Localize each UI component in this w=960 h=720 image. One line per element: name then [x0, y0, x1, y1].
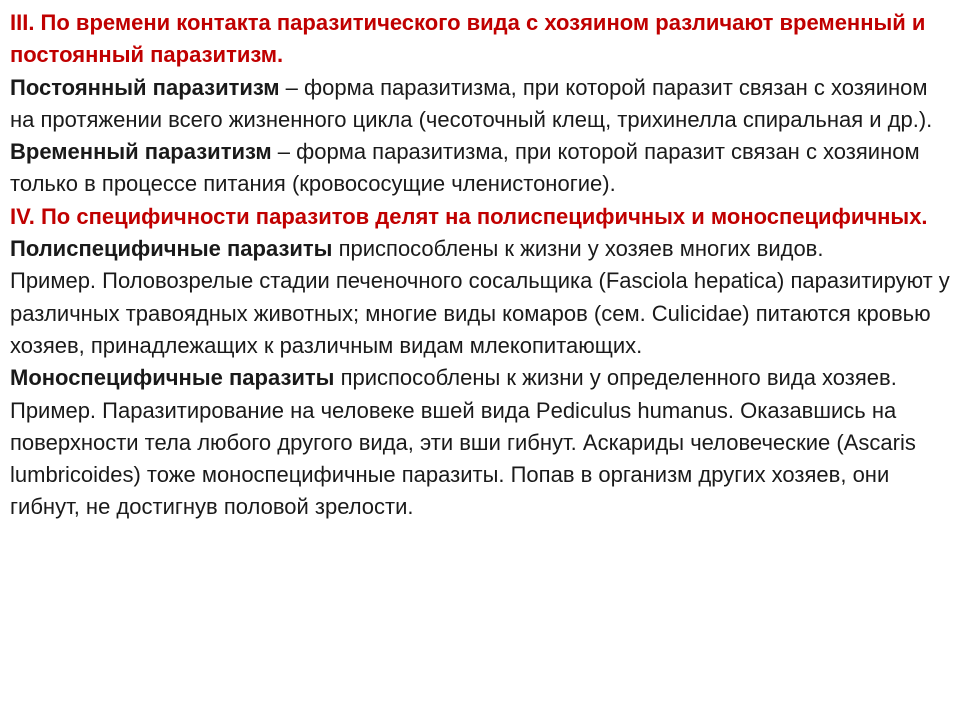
paragraph-temporary-parasitism	[10, 136, 955, 201]
example-monospecific: Пример. Паразитирование на человеке вшей вида Pediculus humanus. Оказавшись на поверхности тела любого другого вида, эти вши гибнут. Аскариды человеческие (Ascaris lumbricoides) тоже моноспецифичные паразиты. Попав в организм других хозяев, они	[10, 397, 916, 488]
term-polyspecific: Полиспецифичные паразиты	[10, 236, 333, 262]
slide-content	[10, 7, 955, 524]
paragraph-permanent-parasitism	[10, 72, 955, 137]
term-temporary-parasitism: Временный паразитизм	[10, 139, 272, 165]
paragraph-monospecific	[10, 362, 955, 394]
example-monospecific-ending: гибнут, не достигнув половой зрелости.	[10, 494, 414, 520]
term-monospecific: Моноспецифичные паразиты	[10, 365, 335, 391]
definition-polyspecific: приспособлены к жизни у хозяев многих видов.	[332, 236, 824, 262]
term-permanent-parasitism: Постоянный паразитизм	[10, 74, 280, 100]
definition-temporary-parasitism: – форма паразитизма, при которой паразит связан с хозяином только в процессе питания (кровососущие членистоногие).	[10, 139, 920, 197]
definition-permanent-parasitism: – форма паразитизма, при которой паразит связан с хозяином на протяжении всего жизненного цикла (чесоточный клещ, трихинелла спиральная и др.).	[10, 74, 933, 132]
heading-contact-time: III. По времени контакта паразитического вида с хозяином различают временный и постоянный паразитизм.	[10, 10, 926, 68]
example-polyspecific: Пример. Половозрелые стадии печеночного сосальщика (Fasciola hepatica) паразитируют у различных травоядных животных; многие виды комаров (сем. Culicidae) питаются кровью хозяев, принадлежащих к различным видам млекопитающих.	[10, 268, 950, 358]
heading-specificity: IV. По специфичности паразитов делят на полиспецифичных и моноспецифичных.	[10, 203, 928, 229]
definition-monospecific: приспособлены к жизни у определенного вида хозяев.	[334, 365, 897, 391]
paragraph-polyspecific	[10, 233, 955, 265]
